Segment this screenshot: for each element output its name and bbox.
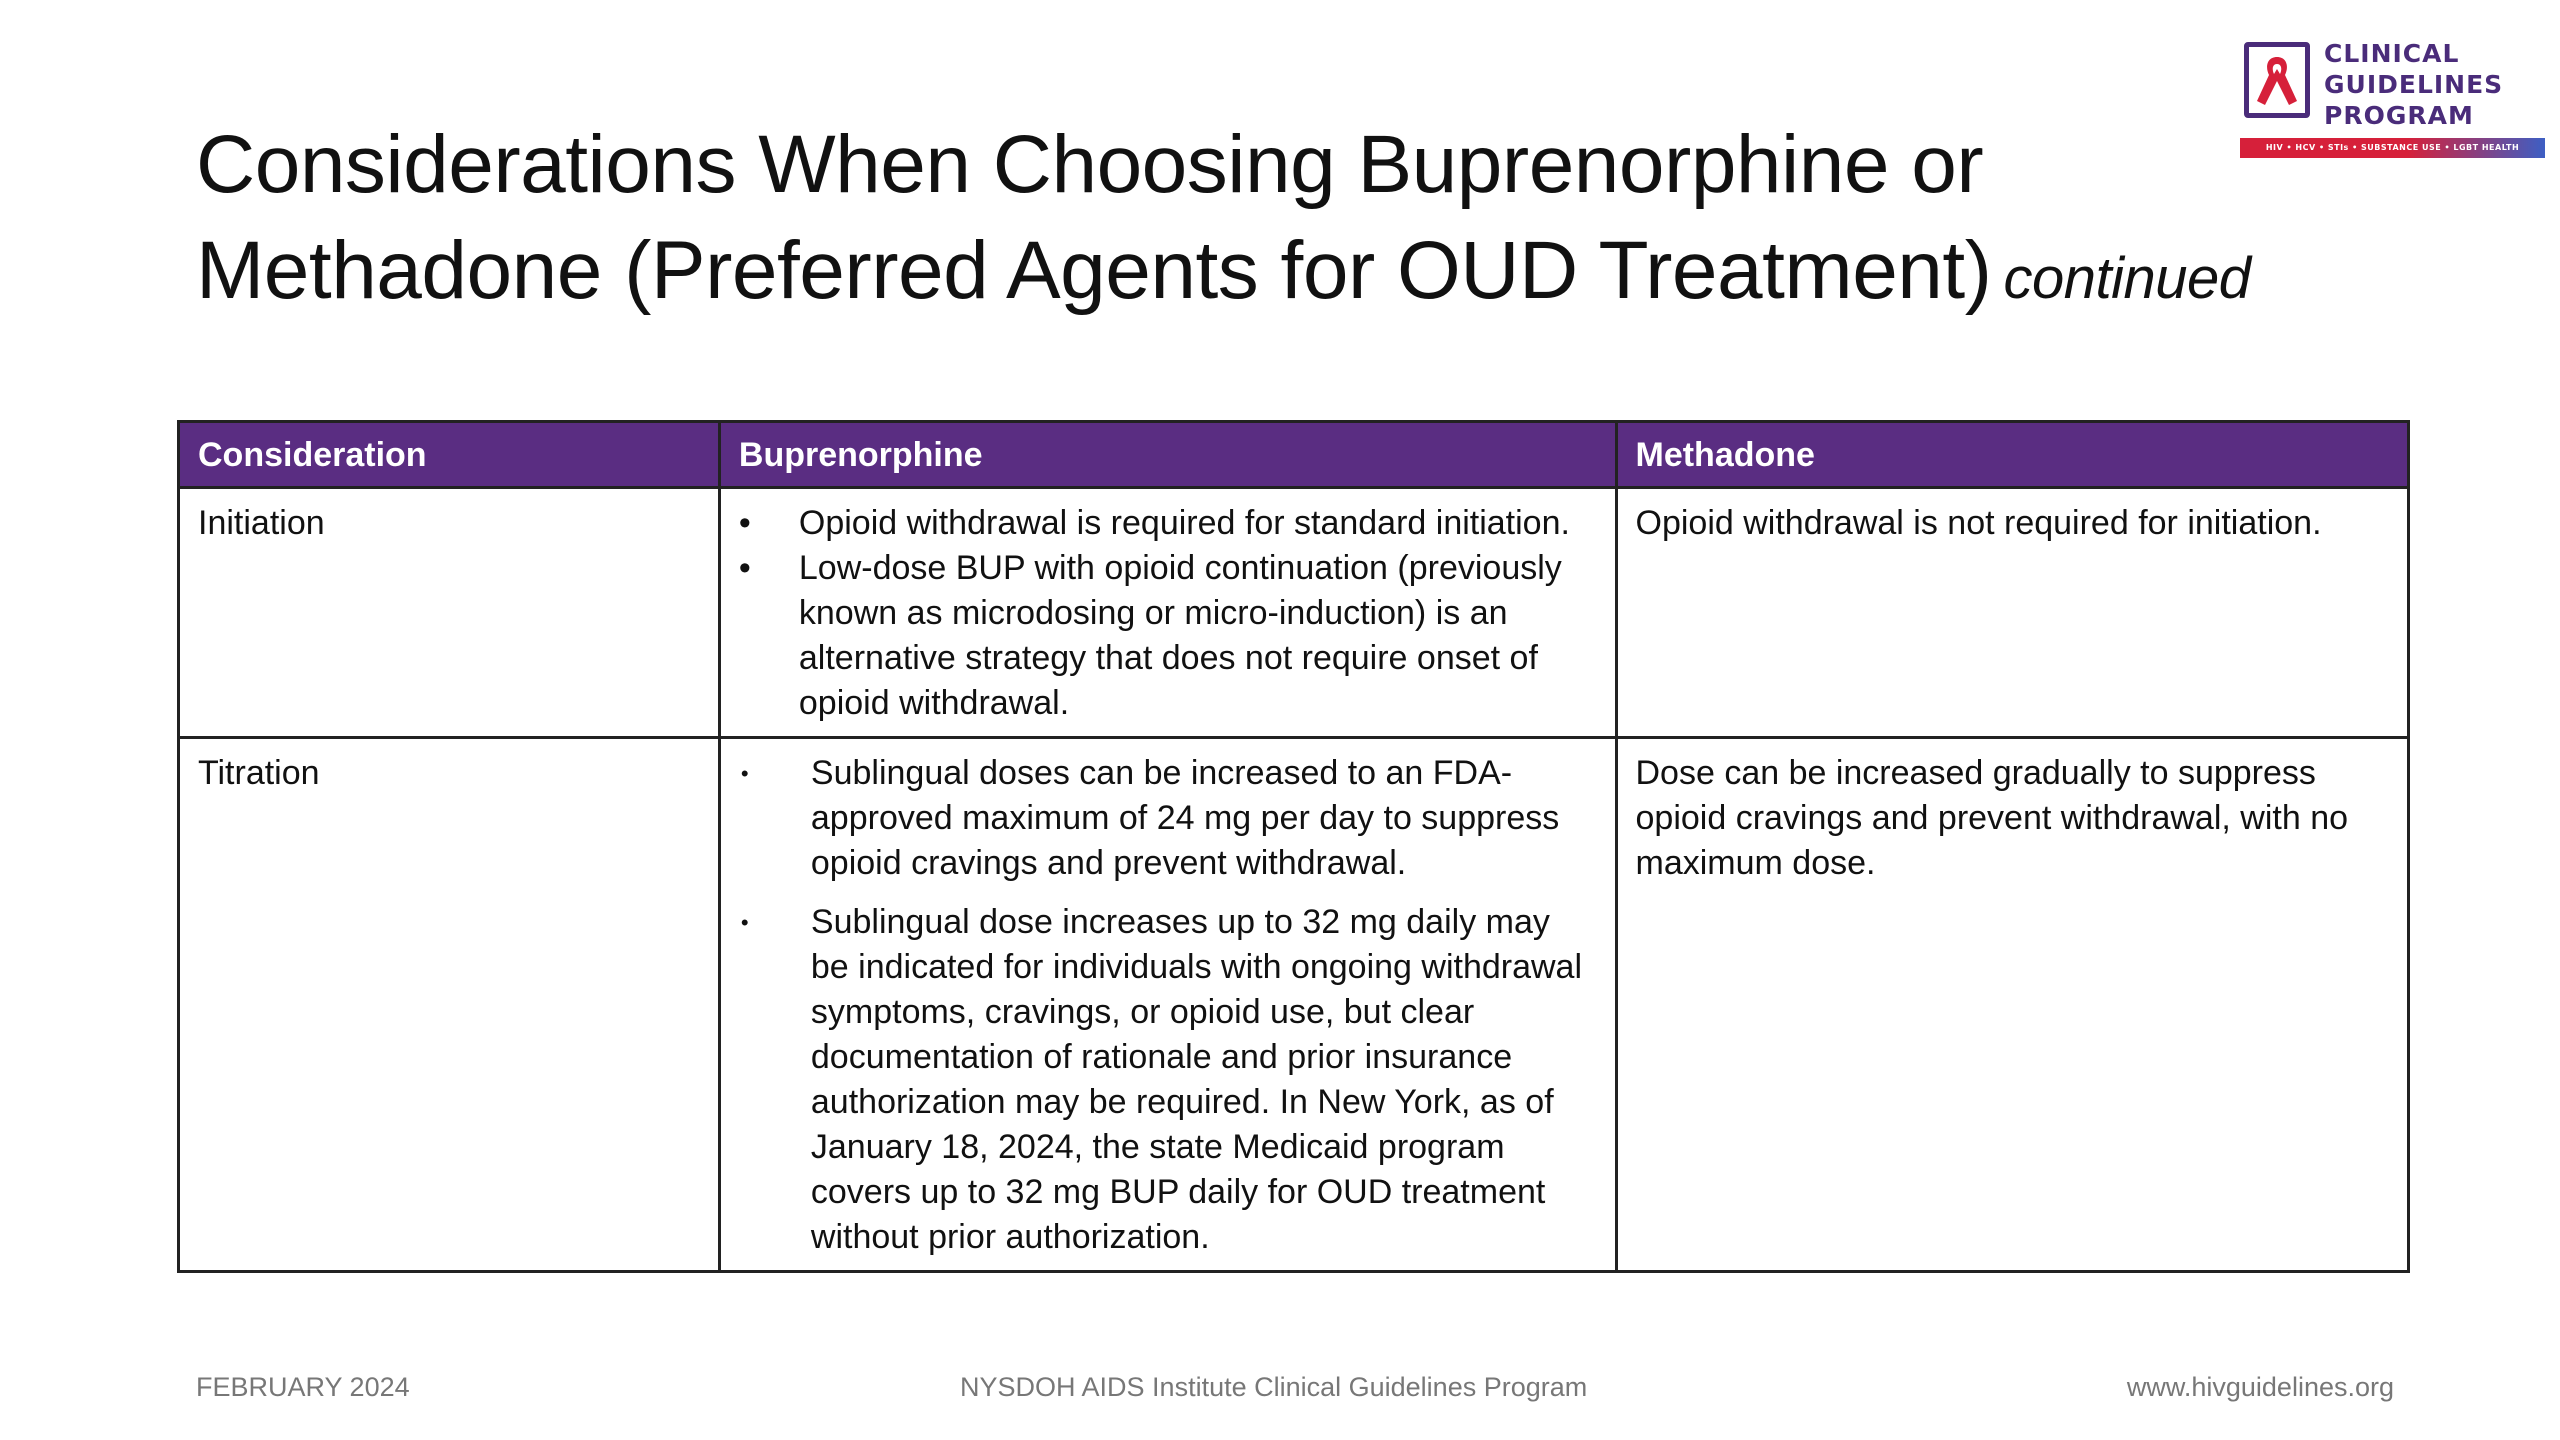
footer-organization: NYSDOH AIDS Institute Clinical Guidelines Program (960, 1372, 1588, 1402)
header-consideration: Consideration (179, 422, 720, 488)
cell-consideration: Titration (179, 738, 720, 1272)
slide-title (196, 112, 2396, 332)
clinical-guidelines-program-logo[interactable] (2240, 38, 2545, 160)
logo-line-3: PROGRAM (2324, 101, 2474, 130)
header-methadone: Methadone (1616, 422, 2409, 488)
bullet-list (739, 751, 1597, 1260)
header-buprenorphine: Buprenorphine (719, 422, 1616, 488)
bullet-item: • Sublingual doses can be increased to an FDA-approved maximum of 24 mg per day to suppress opioid cravings and prevent withdrawal. (739, 751, 1597, 886)
logo-wordmark (2324, 38, 2503, 131)
cell-consideration: Initiation (179, 488, 720, 738)
logo-line-2: GUIDELINES (2324, 70, 2504, 99)
cell-buprenorphine (719, 488, 1616, 738)
logo-tagline-bar: HIV • HCV • STIs • SUBSTANCE USE • LGBT HEALTH (2240, 138, 2545, 158)
table-row-titration (179, 738, 2409, 1272)
red-ribbon-icon (2244, 42, 2310, 118)
bullet-item: • Sublingual dose increases up to 32 mg daily may be indicated for individuals with ongoing withdrawal symptoms, cravings, or opioid use, but clear documentation of rationale and prior insurance authorization may be required. In New York, as of January 18, 2024, the state Medicaid program covers up to 32 mg BUP daily for OUD treatment without prior authorization. (739, 900, 1597, 1260)
footer-date: FEBRUARY 2024 (196, 1372, 410, 1402)
logo-line-1: CLINICAL (2324, 39, 2460, 68)
comparison-table (177, 420, 2410, 1273)
cell-methadone: Dose can be increased gradually to suppress opioid cravings and prevent withdrawal, with no maximum dose. (1616, 738, 2409, 1272)
slide-title-text: Considerations When Choosing Buprenorphine or Methadone (Preferred Agents for OUD Treatment) (196, 119, 1992, 316)
table-header-row (179, 422, 2409, 488)
table-row-initiation (179, 488, 2409, 738)
bullet-item: • Opioid withdrawal is required for standard initiation. (739, 501, 1597, 546)
title-continued-label: continued (2003, 246, 2251, 311)
bullet-item: • Low-dose BUP with opioid continuation (previously known as microdosing or micro-induction) is an alternative strategy that does not require onset of opioid withdrawal. (739, 546, 1597, 726)
bullet-list (739, 501, 1597, 726)
footer-website-link[interactable]: www.hivguidelines.org (2126, 1372, 2394, 1402)
cell-buprenorphine (719, 738, 1616, 1272)
cell-methadone: Opioid withdrawal is not required for initiation. (1616, 488, 2409, 738)
